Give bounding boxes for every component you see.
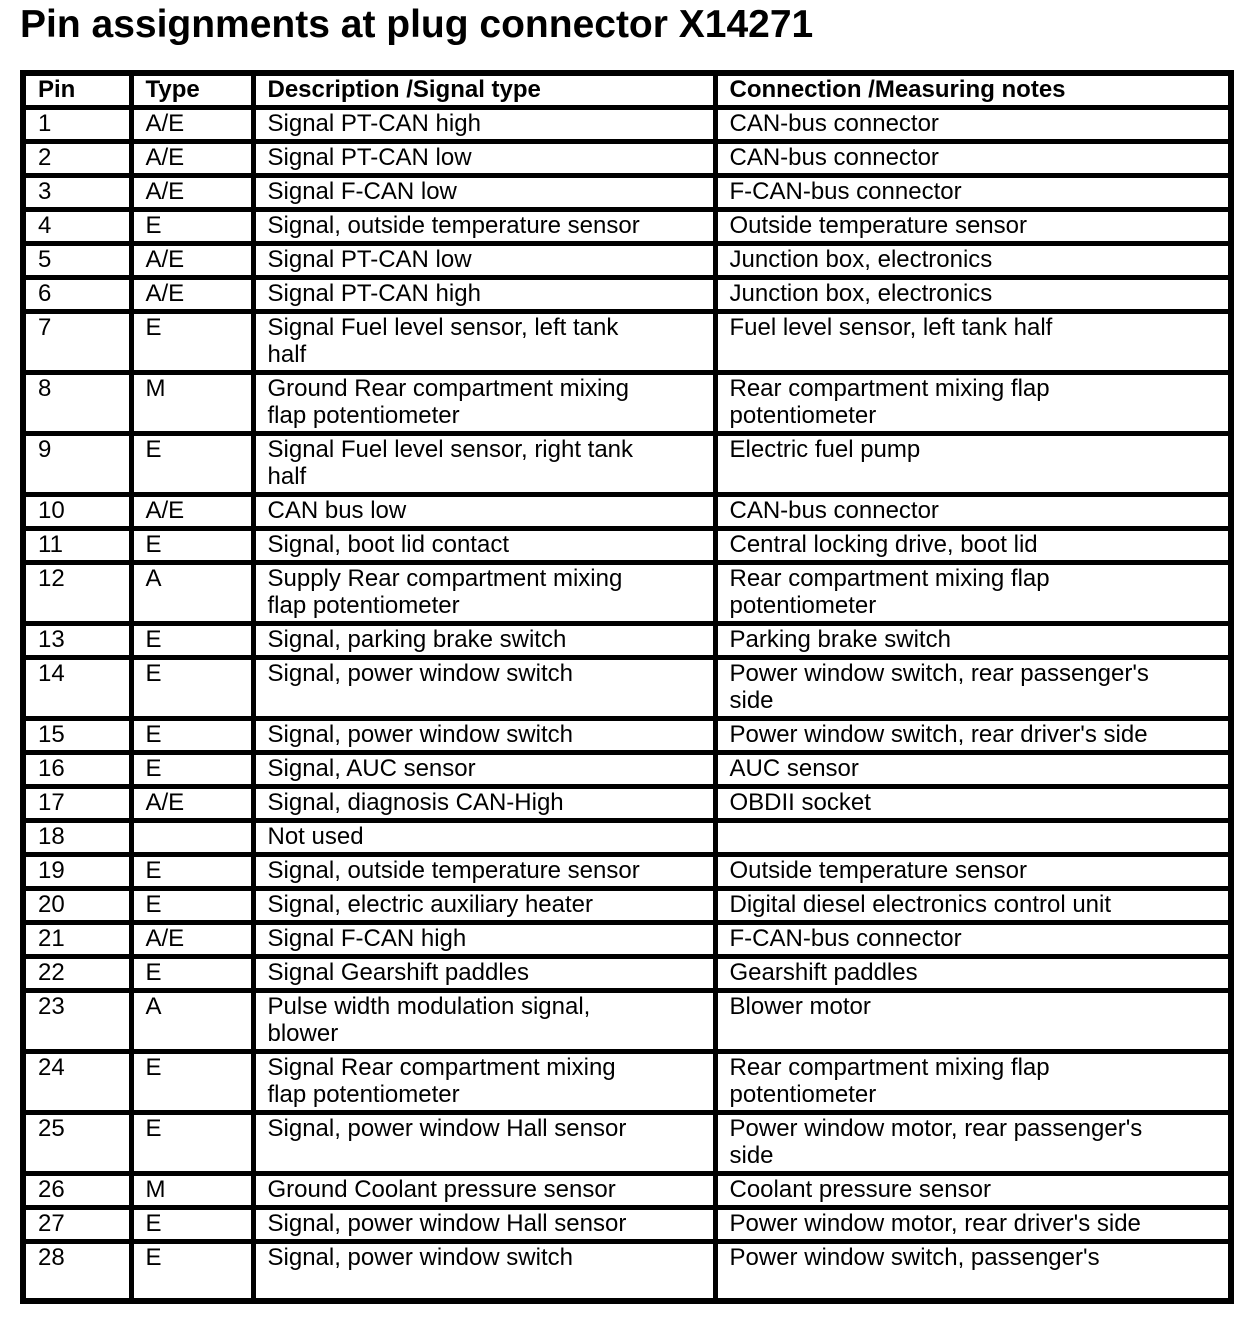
description-cell: Ground Coolant pressure sensor: [253, 1174, 715, 1208]
pin-cell: 23: [23, 991, 131, 1052]
type-cell: A: [131, 563, 253, 624]
pin-cell: 28: [23, 1242, 131, 1302]
pin-cell: 16: [23, 753, 131, 787]
description-cell: Signal, outside temperature sensor: [253, 855, 715, 889]
connection-cell: CAN-bus connector: [715, 142, 1231, 176]
pin-cell: 24: [23, 1052, 131, 1113]
pin-cell: 18: [23, 821, 131, 855]
table-row: [23, 210, 1231, 244]
table-row: [23, 957, 1231, 991]
pin-cell: 6: [23, 278, 131, 312]
type-cell: A: [131, 991, 253, 1052]
description-cell: Signal Rear compartment mixing flap potentiometer: [253, 1052, 715, 1113]
description-cell: CAN bus low: [253, 495, 715, 529]
connection-cell: Parking brake switch: [715, 624, 1231, 658]
connection-cell: F-CAN-bus connector: [715, 176, 1231, 210]
connection-cell: AUC sensor: [715, 753, 1231, 787]
connection-cell: Power window switch, passenger's: [715, 1242, 1231, 1302]
type-cell: E: [131, 1113, 253, 1174]
type-cell: A/E: [131, 278, 253, 312]
table-row: [23, 624, 1231, 658]
connection-cell: CAN-bus connector: [715, 108, 1231, 142]
table-row: [23, 1113, 1231, 1174]
connection-cell: Blower motor: [715, 991, 1231, 1052]
pin-table-body: [23, 108, 1231, 1302]
pin-cell: 21: [23, 923, 131, 957]
pin-cell: 9: [23, 434, 131, 495]
type-cell: A/E: [131, 244, 253, 278]
pin-cell: 19: [23, 855, 131, 889]
description-cell: Pulse width modulation signal, blower: [253, 991, 715, 1052]
pin-cell: 2: [23, 142, 131, 176]
pin-column-header: Pin: [23, 73, 131, 108]
type-cell: E: [131, 624, 253, 658]
pin-cell: 5: [23, 244, 131, 278]
connection-cell: Outside temperature sensor: [715, 855, 1231, 889]
connection-column-header: Connection /Measuring notes: [715, 73, 1231, 108]
connection-cell: Coolant pressure sensor: [715, 1174, 1231, 1208]
type-cell: A/E: [131, 176, 253, 210]
table-row: [23, 1052, 1231, 1113]
connection-cell: Outside temperature sensor: [715, 210, 1231, 244]
description-cell: Signal F-CAN high: [253, 923, 715, 957]
type-cell: E: [131, 753, 253, 787]
connection-cell: Power window switch, rear driver's side: [715, 719, 1231, 753]
pin-cell: 20: [23, 889, 131, 923]
table-row: [23, 821, 1231, 855]
pin-cell: 27: [23, 1208, 131, 1242]
table-row: [23, 108, 1231, 142]
connection-cell: Power window motor, rear driver's side: [715, 1208, 1231, 1242]
connection-cell: Rear compartment mixing flap potentiometer: [715, 563, 1231, 624]
description-cell: Signal, power window switch: [253, 719, 715, 753]
connection-cell: Power window motor, rear passenger's side: [715, 1113, 1231, 1174]
connection-cell: CAN-bus connector: [715, 495, 1231, 529]
description-cell: Signal Gearshift paddles: [253, 957, 715, 991]
page-title: Pin assignments at plug connector X14271: [20, 3, 814, 46]
pin-cell: 1: [23, 108, 131, 142]
description-cell: Signal, power window Hall sensor: [253, 1208, 715, 1242]
type-cell: E: [131, 889, 253, 923]
table-row: [23, 855, 1231, 889]
description-cell: Signal, diagnosis CAN-High: [253, 787, 715, 821]
table-row: [23, 142, 1231, 176]
pin-cell: 7: [23, 312, 131, 373]
type-cell: [131, 821, 253, 855]
type-cell: E: [131, 1242, 253, 1302]
type-cell: E: [131, 719, 253, 753]
table-row: [23, 373, 1231, 434]
connection-cell: Power window switch, rear passenger's side: [715, 658, 1231, 719]
pin-cell: 3: [23, 176, 131, 210]
pin-cell: 11: [23, 529, 131, 563]
pin-cell: 13: [23, 624, 131, 658]
table-row: [23, 244, 1231, 278]
connection-cell: F-CAN-bus connector: [715, 923, 1231, 957]
type-cell: E: [131, 1052, 253, 1113]
table-row: [23, 563, 1231, 624]
description-cell: Signal, power window Hall sensor: [253, 1113, 715, 1174]
pin-cell: 15: [23, 719, 131, 753]
pin-cell: 12: [23, 563, 131, 624]
table-header-row: [23, 73, 1231, 108]
description-cell: Signal, electric auxiliary heater: [253, 889, 715, 923]
type-cell: M: [131, 373, 253, 434]
table-row: [23, 529, 1231, 563]
table-row: [23, 176, 1231, 210]
table-row: [23, 434, 1231, 495]
type-cell: E: [131, 855, 253, 889]
description-cell: Signal, AUC sensor: [253, 753, 715, 787]
connection-cell: Junction box, electronics: [715, 278, 1231, 312]
connection-cell: Electric fuel pump: [715, 434, 1231, 495]
description-cell: Signal Fuel level sensor, left tank half: [253, 312, 715, 373]
table-row: [23, 719, 1231, 753]
type-cell: E: [131, 1208, 253, 1242]
table-row: [23, 889, 1231, 923]
type-cell: E: [131, 529, 253, 563]
description-column-header: Description /Signal type: [253, 73, 715, 108]
connection-cell: Digital diesel electronics control unit: [715, 889, 1231, 923]
pin-cell: 8: [23, 373, 131, 434]
description-cell: Signal, power window switch: [253, 658, 715, 719]
table-row: [23, 787, 1231, 821]
pin-cell: 17: [23, 787, 131, 821]
pin-cell: 4: [23, 210, 131, 244]
type-cell: A/E: [131, 108, 253, 142]
description-cell: Signal, parking brake switch: [253, 624, 715, 658]
type-cell: E: [131, 312, 253, 373]
description-cell: Not used: [253, 821, 715, 855]
description-cell: Signal PT-CAN low: [253, 244, 715, 278]
table-row: [23, 658, 1231, 719]
table-row: [23, 1242, 1231, 1302]
table-row: [23, 495, 1231, 529]
connection-cell: OBDII socket: [715, 787, 1231, 821]
connection-cell: Gearshift paddles: [715, 957, 1231, 991]
table-row: [23, 923, 1231, 957]
type-cell: M: [131, 1174, 253, 1208]
pin-cell: 25: [23, 1113, 131, 1174]
description-cell: Signal PT-CAN low: [253, 142, 715, 176]
pin-cell: 14: [23, 658, 131, 719]
type-cell: E: [131, 210, 253, 244]
type-column-header: Type: [131, 73, 253, 108]
pin-cell: 26: [23, 1174, 131, 1208]
type-cell: E: [131, 434, 253, 495]
type-cell: A/E: [131, 495, 253, 529]
pin-assignment-table: [20, 70, 1234, 1304]
description-cell: Signal F-CAN low: [253, 176, 715, 210]
description-cell: Signal, outside temperature sensor: [253, 210, 715, 244]
table-row: [23, 753, 1231, 787]
pin-cell: 10: [23, 495, 131, 529]
table-row: [23, 991, 1231, 1052]
type-cell: A/E: [131, 142, 253, 176]
table-row: [23, 278, 1231, 312]
table-row: [23, 1208, 1231, 1242]
description-cell: Signal PT-CAN high: [253, 278, 715, 312]
description-cell: Ground Rear compartment mixing flap potentiometer: [253, 373, 715, 434]
type-cell: A/E: [131, 787, 253, 821]
description-cell: Signal Fuel level sensor, right tank half: [253, 434, 715, 495]
description-cell: Signal PT-CAN high: [253, 108, 715, 142]
connection-cell: Junction box, electronics: [715, 244, 1231, 278]
table-row: [23, 312, 1231, 373]
description-cell: Signal, power window switch: [253, 1242, 715, 1302]
connection-cell: Rear compartment mixing flap potentiometer: [715, 373, 1231, 434]
connection-cell: Central locking drive, boot lid: [715, 529, 1231, 563]
connection-cell: Rear compartment mixing flap potentiometer: [715, 1052, 1231, 1113]
type-cell: E: [131, 658, 253, 719]
type-cell: E: [131, 957, 253, 991]
type-cell: A/E: [131, 923, 253, 957]
table-row: [23, 1174, 1231, 1208]
pin-cell: 22: [23, 957, 131, 991]
description-cell: Supply Rear compartment mixing flap potentiometer: [253, 563, 715, 624]
connection-cell: Fuel level sensor, left tank half: [715, 312, 1231, 373]
connection-cell: [715, 821, 1231, 855]
description-cell: Signal, boot lid contact: [253, 529, 715, 563]
